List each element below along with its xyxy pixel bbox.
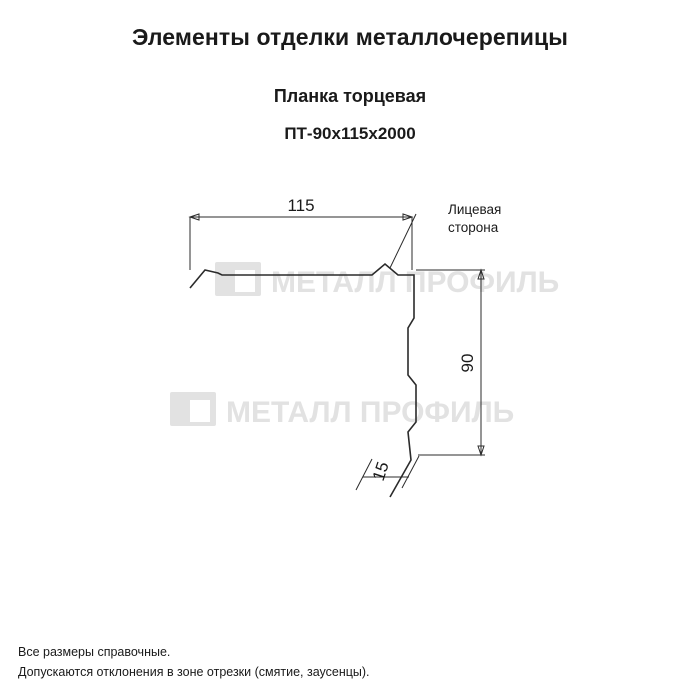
page-title: Элементы отделки металлочерепицы <box>131 24 568 50</box>
svg-text:МЕТАЛЛ ПРОФИЛЬ: МЕТАЛЛ ПРОФИЛЬ <box>271 266 560 299</box>
watermark-lower <box>170 392 514 429</box>
footer-line-2: Допускаются отклонения в зоне отрезки (смятие, заусенцы). <box>18 665 370 679</box>
face-side-label-line1: Лицевая <box>448 202 502 217</box>
face-side-leader <box>390 202 501 268</box>
product-name: Планка торцевая <box>273 86 427 106</box>
dimension-height <box>416 270 485 455</box>
dimension-flange-label: 15 <box>368 459 393 484</box>
face-side-label-line2: сторона <box>448 220 499 235</box>
watermark-upper <box>215 262 559 299</box>
svg-text:МЕТАЛЛ ПРОФИЛЬ: МЕТАЛЛ ПРОФИЛЬ <box>226 396 515 429</box>
footer-line-1: Все размеры справочные. <box>18 645 171 659</box>
footer-notes <box>18 642 370 682</box>
dimension-width <box>190 196 412 270</box>
dimension-width-label: 115 <box>287 196 315 215</box>
product-code: ПТ-90х115х2000 <box>284 124 416 143</box>
dimension-height-label: 90 <box>458 353 477 373</box>
technical-drawing <box>0 170 700 590</box>
